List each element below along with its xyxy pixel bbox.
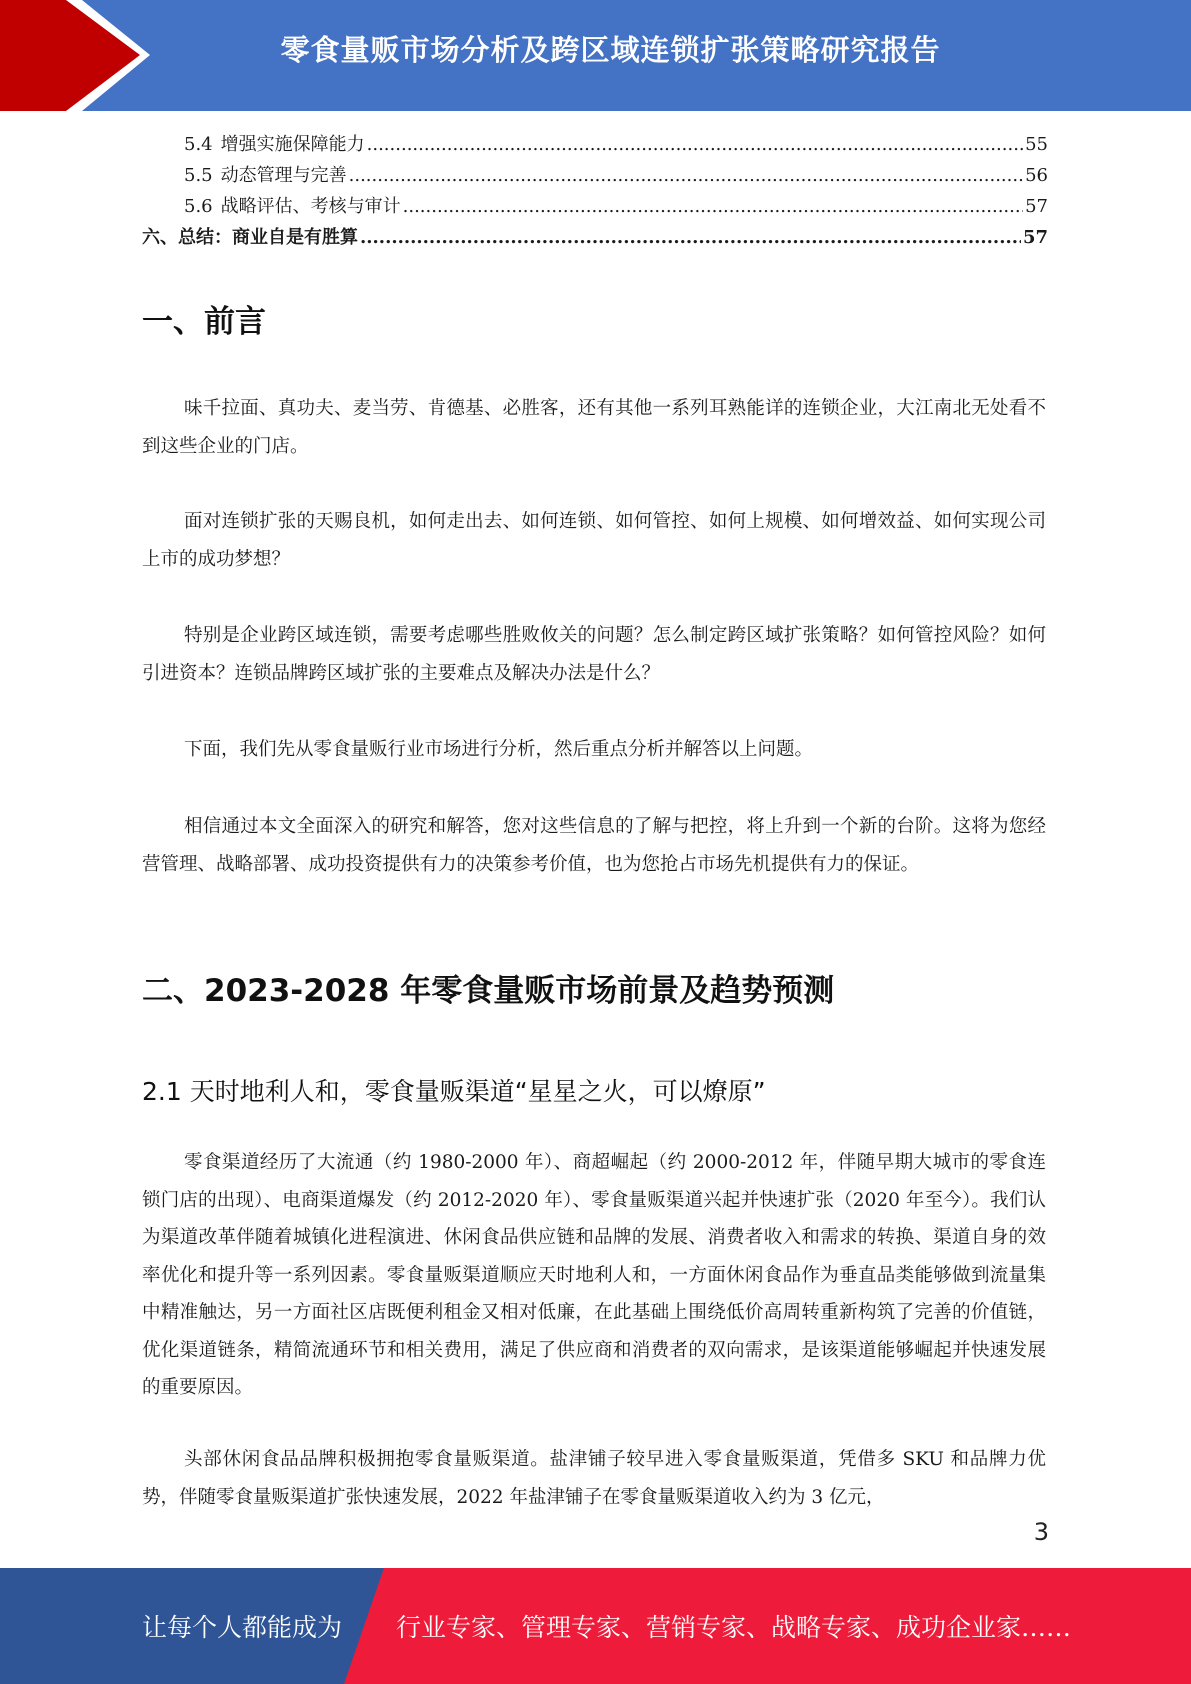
toc-entry-page: 57 (1025, 196, 1048, 217)
page-header (0, 0, 1191, 111)
toc-entry[interactable] (142, 130, 1048, 161)
toc-entry-chapter[interactable] (142, 223, 1048, 254)
toc-leader-dots (367, 134, 1023, 155)
footer-slogan-left: 让每个人都能成为 (142, 1613, 343, 1642)
paragraph: 头部休闲食品品牌积极拥抱零食量贩渠道。盐津铺子较早进入零食量贩渠道，凭借多 SKU 和品牌力优势，伴随零食量贩渠道扩张快速发展，2022 年盐津铺子在零食量贩渠道收入约为 3 亿元， (142, 1449, 1046, 1508)
toc-entry-page: 57 (1022, 227, 1048, 248)
header-title: 零食量贩市场分析及跨区域连锁扩张策略研究报告 (280, 33, 941, 67)
toc-entry[interactable] (142, 161, 1048, 192)
toc-leader-dots (360, 227, 1021, 248)
page-number: 3 (1033, 1518, 1049, 1546)
paragraph: 下面，我们先从零食量贩行业市场进行分析，然后重点分析并解答以上问题。 (184, 739, 814, 760)
toc-entry-number: 5.5 (184, 165, 213, 186)
toc-leader-dots (403, 196, 1023, 217)
table-of-contents (142, 130, 1048, 254)
paragraph: 味千拉面、真功夫、麦当劳、肯德基、必胜客，还有其他一系列耳熟能详的连锁企业，大江南北无处看不到这些企业的门店。 (142, 398, 1046, 457)
toc-entry-label: 动态管理与完善 (220, 165, 347, 186)
subsection-heading-2-1: 2.1 天时地利人和，零食量贩渠道“星星之火，可以燎原” (142, 1077, 766, 1106)
page-footer (0, 1568, 1191, 1684)
paragraph: 特别是企业跨区域连锁，需要考虑哪些胜败攸关的问题？怎么制定跨区域扩张策略？如何管控风险？如何引进资本？连锁品牌跨区域扩张的主要难点及解决办法是什么？ (142, 625, 1046, 684)
paragraph: 面对连锁扩张的天赐良机，如何走出去、如何连锁、如何管控、如何上规模、如何增效益、如何实现公司上市的成功梦想？ (142, 511, 1046, 570)
toc-entry-label: 增强实施保障能力 (220, 134, 365, 155)
toc-entry-page: 56 (1025, 165, 1048, 186)
toc-entry-number: 5.6 (184, 196, 213, 217)
toc-entry-number: 5.4 (184, 134, 213, 155)
toc-entry[interactable] (142, 192, 1048, 223)
toc-entry-label: 六、总结：商业自是有胜算 (142, 227, 358, 248)
paragraph: 相信通过本文全面深入的研究和解答，您对这些信息的了解与把控，将上升到一个新的台阶。这将为您经营管理、战略部署、成功投资提供有力的决策参考价值，也为您抢占市场先机提供有力的保证。 (142, 816, 1046, 875)
toc-entry-page: 55 (1025, 134, 1048, 155)
section-heading-preface: 一、前言 (142, 304, 266, 340)
section-heading-chapter2: 二、2023-2028 年零食量贩市场前景及趋势预测 (142, 973, 835, 1009)
toc-leader-dots (349, 165, 1023, 186)
paragraph: 零食渠道经历了大流通（约 1980-2000 年）、商超崛起（约 2000-2012 年，伴随早期大城市的零食连锁门店的出现）、电商渠道爆发（约 2012-2020 年）、零食量贩渠道兴起并快速扩张（2020 年至今）。我们认为渠道改革伴随着城镇化进程演进、休闲食品供应链和品牌的发展、消费者收入和需求的转换、渠道自身的效率优化和提升等一系列因素。零食量贩渠道顺应天时地利人和，一方面休闲食品作为垂直品类能够做到流量集中精准触达，另一方面社区店既便利租金又相对低廉，在此基础上围绕低价高周转重新构筑了完善的价值链，优化渠道链条，精简流通环节和相关费用，满足了供应商和消费者的双向需求，是该渠道能够崛起并快速发展的重要原因。 (142, 1152, 1046, 1398)
toc-entry-label: 战略评估、考核与审计 (220, 196, 401, 217)
footer-slogan-right: 行业专家、管理专家、营销专家、战略专家、成功企业家…… (396, 1613, 1072, 1642)
